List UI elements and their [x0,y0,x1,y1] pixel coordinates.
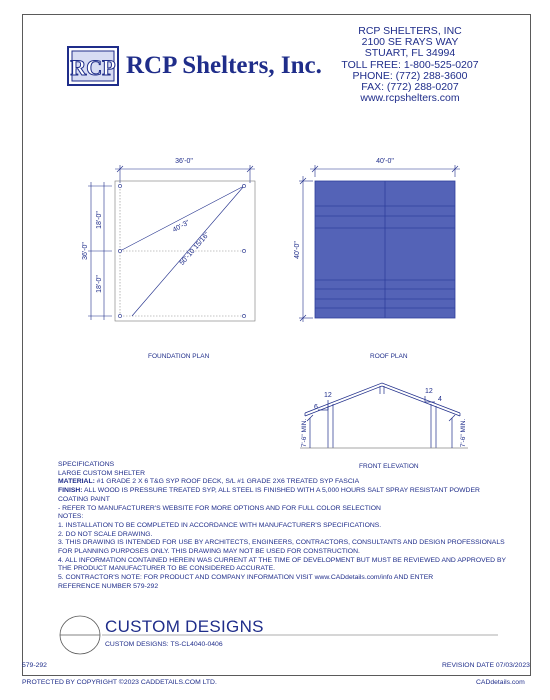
specifications-material: MATERIAL: #1 GRADE 2 X 6 T&G SYP ROOF DECK, S/L #1 GRADE 2X6 TREATED SYP FASCIA [58,478,360,486]
foundation-diag-short: 40'-3" [171,219,191,234]
slope-run-left: 6 [314,404,318,411]
contact-website: www.rcpshelters.com [360,92,460,105]
contact-line: RCP SHELTERS, INC [358,25,462,37]
clearance-right-dim: 7'-6" MIN. [460,418,467,448]
roof-plan-drawing [295,150,480,330]
roof-plan-label: ROOF PLAN [370,353,408,360]
specifications-finish: FINISH: ALL WOOD IS PRESSURE TREATED SYP, ALL STEEL IS FINISHED WITH A 5,000 HOURS SALT SPRAY RESISTANT POWDER [58,487,480,495]
logo-monogram-icon [66,45,122,89]
slope-run-right: 4 [438,396,442,403]
foundation-plan-drawing [80,150,280,350]
specifications-refer: - REFER TO MANUFACTURER'S WEBSITE FOR MORE OPTIONS AND FOR FULL COLOR SELECTION [58,504,381,512]
revision-date: REVISION DATE 07/03/2023 [442,662,530,669]
contact-line: FAX: (772) 288-0207 [361,81,459,94]
note-line: 5. CONTRACTOR'S NOTE: FOR PRODUCT AND COMPANY INFORMATION VISIT www.CADdetails.com/info AND ENTER [58,574,434,582]
clearance-left-dim: 7'-6" MIN. [301,418,308,448]
title-block-subtitle: CUSTOM DESIGNS: TS-CL4040-0406 [105,641,223,648]
note-line: 4. ALL INFORMATION CONTAINED HEREIN WAS CURRENT AT THE TIME OF DEVELOPMENT BUT MUST BE REVIEWED AND APPROVED BY [58,556,507,564]
footer-site-link[interactable]: CADdetails.com [476,679,525,686]
contact-line: STUART, FL 34994 [364,47,456,60]
specifications-heading: SPECIFICATIONS [58,461,115,468]
roof-height-dim: 40'-0" [294,241,301,259]
notes-heading: NOTES: [58,513,84,521]
front-elevation-label: FRONT ELEVATION [359,463,419,470]
title-block-title: CUSTOM DESIGNS [105,617,264,636]
company-logo-text: RCP Shelters, Inc. [126,52,322,79]
note-line: REFERENCE NUMBER 579-292 [58,582,159,590]
specifications-model: LARGE CUSTOM SHELTER [58,469,145,477]
contact-line: TOLL FREE: 1-800-525-0207 [341,58,479,71]
foundation-height-dim: 36'-0" [82,242,89,260]
svg-text:RCP: RCP [70,55,116,80]
foundation-half-dim-bottom: 18'-0" [96,275,103,293]
reference-number: 579-292 [22,662,47,669]
specifications-finish-cont: COATING PAINT [58,495,110,503]
contact-line: 2100 SE RAYS WAY [361,36,459,49]
foundation-plan-label: FOUNDATION PLAN [148,353,210,360]
slope-rise-left: 12 [324,392,332,399]
slope-rise-right: 12 [425,388,433,395]
foundation-half-dim-top: 18'-0" [96,211,103,229]
roof-width-dim: 40'-0" [376,158,394,165]
note-line: 3. THIS DRAWING IS INTENDED FOR USE BY ARCHITECTS, ENGINEERS, CONTRACTORS, CONSULTANTS AND DESIGN PROFESSIONALS [58,539,505,547]
specifications-block [58,461,507,592]
contact-line: PHONE: (772) 288-3600 [352,69,468,82]
note-line: THE PRODUCT MANUFACTURER TO BE CONSIDERED ACCURATE. [58,565,276,573]
foundation-diag-long: 50'-10 15/16" [178,231,212,267]
note-line: FOR PLANNING PURPOSES ONLY. THIS DRAWING MAY NOT BE USED FOR CONSTRUCTION. [58,548,360,556]
copyright-notice: PROTECTED BY COPYRIGHT ©2023 CADDETAILS.COM LTD. [22,679,217,686]
notes-block [58,513,507,591]
note-line: 1. INSTALLATION TO BE COMPLETED IN ACCORDANCE WITH MANUFACTURER'S SPECIFICATIONS. [58,521,382,529]
front-elevation-drawing [300,380,500,455]
note-line: 2. DO NOT SCALE DRAWING. [58,530,153,538]
foundation-width-dim: 36'-0" [175,158,193,165]
company-contact-block [340,26,480,104]
